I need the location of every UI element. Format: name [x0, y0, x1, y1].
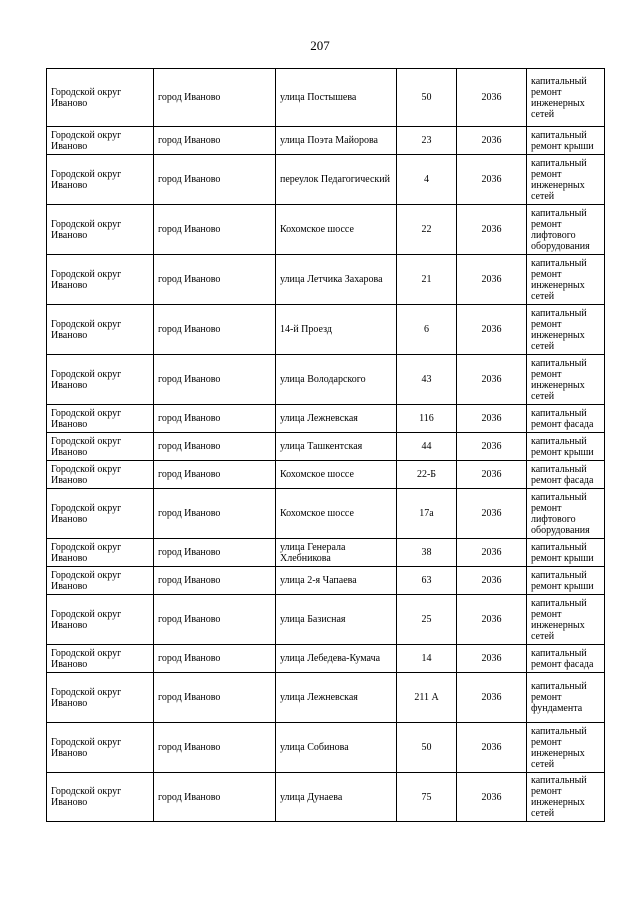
work-type-cell: капитальный ремонт фасада — [527, 405, 605, 433]
year-cell: 2036 — [457, 461, 527, 489]
house-number-cell: 17а — [397, 489, 457, 539]
table-row — [47, 405, 605, 433]
city-cell: город Иваново — [154, 489, 276, 539]
year-cell: 2036 — [457, 433, 527, 461]
street-cell: улица Поэта Майорова — [276, 127, 397, 155]
work-type-cell: капитальный ремонт фундамента — [527, 673, 605, 723]
year-cell: 2036 — [457, 489, 527, 539]
city-cell: город Иваново — [154, 645, 276, 673]
work-type-cell: капитальный ремонт инженерных сетей — [527, 305, 605, 355]
house-number-cell: 21 — [397, 255, 457, 305]
district-cell: Городской округ Иваново — [47, 127, 154, 155]
district-cell: Городской округ Иваново — [47, 773, 154, 822]
city-cell: город Иваново — [154, 773, 276, 822]
table-row — [47, 723, 605, 773]
street-cell: 14-й Проезд — [276, 305, 397, 355]
street-cell: Кохомское шоссе — [276, 205, 397, 255]
year-cell: 2036 — [457, 539, 527, 567]
year-cell: 2036 — [457, 69, 527, 127]
district-cell: Городской округ Иваново — [47, 723, 154, 773]
table-row — [47, 461, 605, 489]
house-number-cell: 23 — [397, 127, 457, 155]
district-cell: Городской округ Иваново — [47, 433, 154, 461]
work-type-cell: капитальный ремонт инженерных сетей — [527, 255, 605, 305]
house-number-cell: 50 — [397, 723, 457, 773]
street-cell: улица Володарского — [276, 355, 397, 405]
year-cell: 2036 — [457, 205, 527, 255]
street-cell: улица 2-я Чапаева — [276, 567, 397, 595]
district-cell: Городской округ Иваново — [47, 489, 154, 539]
street-cell: Кохомское шоссе — [276, 489, 397, 539]
district-cell: Городской округ Иваново — [47, 405, 154, 433]
table-row — [47, 255, 605, 305]
house-number-cell: 75 — [397, 773, 457, 822]
work-type-cell: капитальный ремонт лифтового оборудования — [527, 205, 605, 255]
table-row — [47, 539, 605, 567]
page-number: 207 — [310, 38, 330, 53]
table-row — [47, 355, 605, 405]
table-row — [47, 645, 605, 673]
street-cell: улица Ташкентская — [276, 433, 397, 461]
city-cell: город Иваново — [154, 155, 276, 205]
house-number-cell: 116 — [397, 405, 457, 433]
year-cell: 2036 — [457, 405, 527, 433]
district-cell: Городской округ Иваново — [47, 567, 154, 595]
house-number-cell: 25 — [397, 595, 457, 645]
year-cell: 2036 — [457, 645, 527, 673]
work-type-cell: капитальный ремонт лифтового оборудования — [527, 489, 605, 539]
street-cell: улица Лежневская — [276, 673, 397, 723]
work-type-cell: капитальный ремонт инженерных сетей — [527, 69, 605, 127]
year-cell: 2036 — [457, 773, 527, 822]
year-cell: 2036 — [457, 155, 527, 205]
city-cell: город Иваново — [154, 405, 276, 433]
street-cell: Кохомское шоссе — [276, 461, 397, 489]
city-cell: город Иваново — [154, 539, 276, 567]
table-row — [47, 595, 605, 645]
table-row — [47, 489, 605, 539]
work-type-cell: капитальный ремонт инженерных сетей — [527, 723, 605, 773]
street-cell: переулок Педагогический — [276, 155, 397, 205]
table-row — [47, 673, 605, 723]
street-cell: улица Дунаева — [276, 773, 397, 822]
house-number-cell: 38 — [397, 539, 457, 567]
district-cell: Городской округ Иваново — [47, 355, 154, 405]
table-row — [47, 567, 605, 595]
street-cell: улица Лежневская — [276, 405, 397, 433]
year-cell: 2036 — [457, 595, 527, 645]
district-cell: Городской округ Иваново — [47, 305, 154, 355]
year-cell: 2036 — [457, 255, 527, 305]
year-cell: 2036 — [457, 127, 527, 155]
city-cell: город Иваново — [154, 673, 276, 723]
work-type-cell: капитальный ремонт инженерных сетей — [527, 155, 605, 205]
work-type-cell: капитальный ремонт инженерных сетей — [527, 595, 605, 645]
street-cell: улица Лебедева-Кумача — [276, 645, 397, 673]
house-number-cell: 22-Б — [397, 461, 457, 489]
street-cell: улица Летчика Захарова — [276, 255, 397, 305]
house-number-cell: 14 — [397, 645, 457, 673]
district-cell: Городской округ Иваново — [47, 645, 154, 673]
city-cell: город Иваново — [154, 255, 276, 305]
house-number-cell: 4 — [397, 155, 457, 205]
city-cell: город Иваново — [154, 305, 276, 355]
year-cell: 2036 — [457, 355, 527, 405]
street-cell: улица Базисная — [276, 595, 397, 645]
table-row — [47, 155, 605, 205]
district-cell: Городской округ Иваново — [47, 539, 154, 567]
district-cell: Городской округ Иваново — [47, 595, 154, 645]
year-cell: 2036 — [457, 723, 527, 773]
city-cell: город Иваново — [154, 69, 276, 127]
street-cell: улица Собинова — [276, 723, 397, 773]
city-cell: город Иваново — [154, 567, 276, 595]
work-type-cell: капитальный ремонт инженерных сетей — [527, 773, 605, 822]
work-type-cell: капитальный ремонт крыши — [527, 433, 605, 461]
table-row — [47, 205, 605, 255]
work-type-cell: капитальный ремонт крыши — [527, 567, 605, 595]
city-cell: город Иваново — [154, 205, 276, 255]
district-cell: Городской округ Иваново — [47, 205, 154, 255]
work-type-cell: капитальный ремонт фасада — [527, 461, 605, 489]
year-cell: 2036 — [457, 567, 527, 595]
table-row — [47, 773, 605, 822]
street-cell: улица Генерала Хлебникова — [276, 539, 397, 567]
house-number-cell: 50 — [397, 69, 457, 127]
street-cell: улица Постышева — [276, 69, 397, 127]
house-number-cell: 44 — [397, 433, 457, 461]
work-type-cell: капитальный ремонт инженерных сетей — [527, 355, 605, 405]
table-row — [47, 69, 605, 127]
table-row — [47, 305, 605, 355]
house-number-cell: 63 — [397, 567, 457, 595]
year-cell: 2036 — [457, 673, 527, 723]
year-cell: 2036 — [457, 305, 527, 355]
housing-repair-table — [46, 68, 605, 822]
city-cell: город Иваново — [154, 127, 276, 155]
district-cell: Городской округ Иваново — [47, 255, 154, 305]
city-cell: город Иваново — [154, 723, 276, 773]
table-row — [47, 433, 605, 461]
city-cell: город Иваново — [154, 461, 276, 489]
district-cell: Городской округ Иваново — [47, 461, 154, 489]
work-type-cell: капитальный ремонт крыши — [527, 127, 605, 155]
city-cell: город Иваново — [154, 355, 276, 405]
house-number-cell: 22 — [397, 205, 457, 255]
house-number-cell: 43 — [397, 355, 457, 405]
work-type-cell: капитальный ремонт крыши — [527, 539, 605, 567]
district-cell: Городской округ Иваново — [47, 155, 154, 205]
house-number-cell: 211 А — [397, 673, 457, 723]
house-number-cell: 6 — [397, 305, 457, 355]
city-cell: город Иваново — [154, 433, 276, 461]
district-cell: Городской округ Иваново — [47, 69, 154, 127]
table-row — [47, 127, 605, 155]
city-cell: город Иваново — [154, 595, 276, 645]
district-cell: Городской округ Иваново — [47, 673, 154, 723]
work-type-cell: капитальный ремонт фасада — [527, 645, 605, 673]
